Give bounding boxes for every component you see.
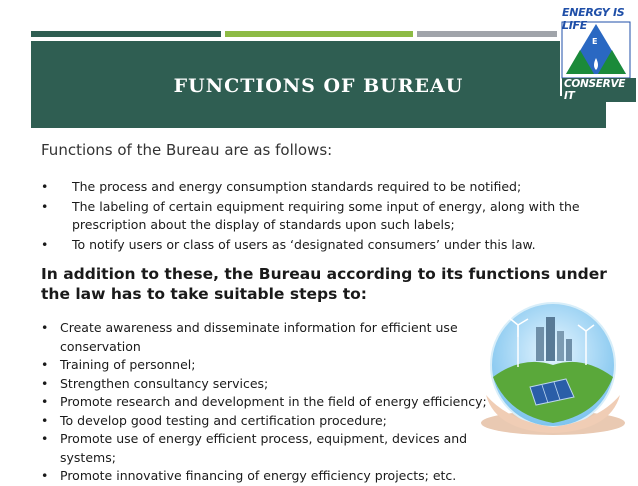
logo-tagline-top: ENERGY IS LIFE [562,6,625,32]
steps-heading: In addition to these, the Bureau according to its functions under the law has to take suitable steps to: [41,265,607,303]
bullet: • [41,375,49,391]
list-item [41,430,511,467]
intro-text: Functions of the Bureau are as follows: [41,141,333,159]
accent-bar-green-dark [31,31,221,37]
bullet: • [41,394,49,409]
logo-letter: E [592,37,598,46]
accent-bar-gray [417,31,557,37]
bee-logo [556,0,636,100]
list-item-text: Training of personnel; [60,357,196,372]
green-energy-globe-illustration [478,295,628,435]
list-item [41,467,511,486]
slide-title: FUNCTIONS OF BUREAU [173,75,464,97]
list-item [41,375,511,394]
logo-letter: B [570,45,577,54]
bullet: • [41,357,49,372]
list-item-text: Promote use of energy efficient process, equipment, devices and systems; [60,431,468,465]
list-item [41,319,511,356]
list-item [41,178,621,196]
logo-tagline-bottom: CONSERVE IT [562,78,636,102]
list-item-text: Create awareness and disseminate information for efficient use conservation [60,320,458,354]
title-banner [31,41,606,128]
bullet: • [41,431,49,446]
list-item-text: The process and energy consumption standards required to be notified; [72,179,522,194]
functions-list [41,178,621,256]
list-item-text: The labeling of certain equipment requiring some input of energy, along with the prescription about the display of standards upon such labels; [72,199,580,232]
bullet: • [41,199,49,214]
steps-list [41,319,511,486]
bullet: • [41,320,49,335]
list-item-text: To notify users or class of users as ‘designated consumers’ under this law. [72,237,536,252]
list-item [41,412,511,431]
list-item-text: Strengthen consultancy services; [60,375,269,391]
bullet: • [41,468,49,483]
list-item [41,393,511,412]
bullet: • [41,179,49,194]
bullet: • [41,412,49,428]
logo-letter: E [614,45,620,54]
list-item [41,198,621,234]
accent-bar-green-light [225,31,413,37]
list-item-text: Promote research and development in the field of energy efficiency; [60,394,487,409]
list-item-text: To develop good testing and certification procedure; [60,412,387,428]
list-item [41,236,621,254]
list-item-text: Promote innovative financing of energy efficiency projects; etc. [60,468,457,483]
list-item [41,356,511,375]
bullet: • [41,237,49,252]
